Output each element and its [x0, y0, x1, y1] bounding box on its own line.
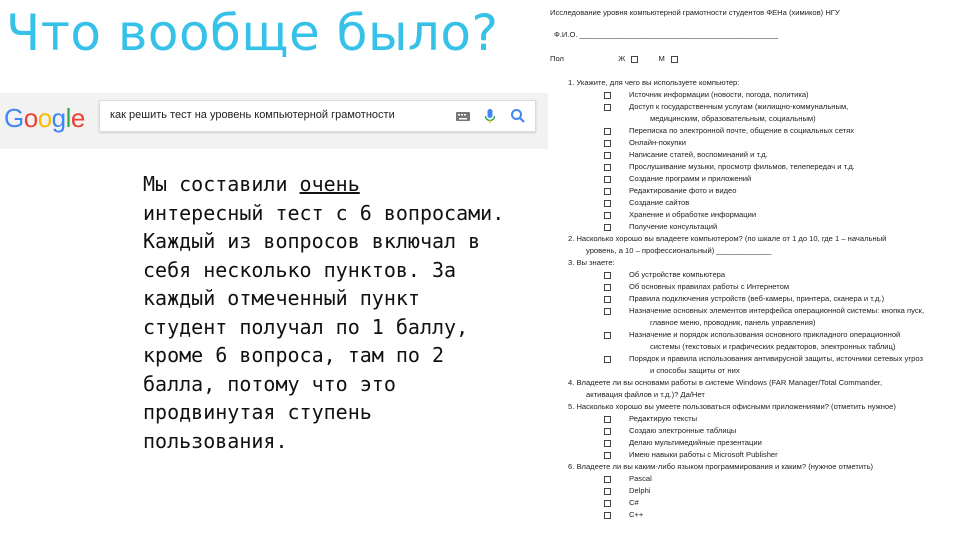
body-line: кроме 6 вопроса, там по 2 [143, 343, 445, 367]
doc-option [604, 102, 848, 111]
doc-line-text: C# [629, 498, 639, 507]
questionnaire-document [550, 0, 960, 540]
doc-option [604, 438, 762, 447]
checkbox[interactable] [604, 308, 611, 315]
doc-option [604, 510, 643, 519]
checkbox[interactable] [604, 224, 611, 231]
doc-line-text: Прослушивание музыки, просмотр фильмов, телепередач и т.д. [629, 162, 855, 171]
doc-line-text: Редактирую тексты [629, 414, 698, 423]
doc-option [604, 210, 756, 219]
doc-line-text: Источник информации (новости, погода, политика) [629, 90, 809, 99]
doc-option [604, 498, 639, 507]
doc-question-line [568, 78, 739, 87]
body-line: каждый отмеченный пункт [143, 286, 420, 310]
gender-option-f: Ж [618, 54, 626, 63]
doc-line-text: Написание статей, воспоминаний и т.д. [629, 150, 768, 159]
doc-line-text: C++ [629, 510, 644, 519]
checkbox[interactable] [604, 332, 611, 339]
doc-question-line [586, 390, 705, 399]
doc-question-line [568, 462, 873, 471]
doc-line-text: Delphi [629, 486, 651, 495]
doc-option [604, 414, 697, 423]
checkbox[interactable] [604, 176, 611, 183]
doc-line-text: Pascal [629, 474, 652, 483]
checkbox[interactable] [604, 212, 611, 219]
doc-question-line [568, 258, 615, 267]
doc-option [604, 222, 717, 231]
logo-letter: l [65, 103, 71, 133]
search-query: как решить тест на уровень компьютерной грамотности [110, 109, 395, 121]
checkbox[interactable] [604, 200, 611, 207]
doc-question-line [650, 366, 740, 375]
logo-letter: G [4, 103, 24, 133]
doc-line-text: Назначение и порядок использования основного прикладного операционной [629, 330, 901, 339]
body-line: себя несколько пунктов. За [143, 257, 457, 282]
doc-option [604, 162, 855, 171]
doc-option [604, 198, 689, 207]
logo-letter: g [51, 103, 66, 133]
search-icon[interactable] [509, 107, 527, 125]
doc-option [604, 282, 789, 291]
logo-letter: e [70, 103, 85, 133]
body-line: Мы составили очень [143, 172, 360, 196]
doc-line-text: 3. Вы знаете: [568, 258, 615, 267]
doc-line-text: Назначение основных элементов интерфейса операционной системы: кнопка пуск, [629, 306, 925, 315]
doc-option [604, 294, 884, 303]
doc-option [604, 426, 736, 435]
body-line: продвинутая ступень [143, 400, 372, 424]
checkbox[interactable] [604, 356, 611, 363]
doc-question-line [568, 402, 896, 411]
doc-line-text: Доступ к государственным услугам (жилищно-коммунальным, [629, 102, 849, 111]
doc-question-line [650, 342, 895, 351]
doc-line-text: Получение консультаций [629, 222, 718, 231]
slide-body-text [143, 170, 523, 455]
google-logo[interactable] [4, 103, 85, 134]
doc-line-text: уровень, а 10 – профессиональный) _____________ [586, 246, 772, 255]
checkbox[interactable] [604, 500, 611, 507]
checkbox[interactable] [604, 140, 611, 147]
logo-letter: o [23, 103, 38, 133]
doc-option [604, 330, 900, 339]
doc-option [604, 90, 809, 99]
doc-line-text: Редактирование фото и видео [629, 186, 737, 195]
doc-question-line [586, 246, 771, 255]
doc-line-text: Хранение и обработке информации [629, 210, 757, 219]
doc-header: Исследование уровня компьютерной грамотности студентов ФЕНа (химиков) НГУ [550, 8, 840, 17]
doc-option [604, 126, 854, 135]
gender-label: Пол [550, 54, 564, 63]
doc-option [604, 174, 751, 183]
doc-line-text: медицинским, образовательным, социальным) [650, 114, 816, 123]
doc-line-text: главное меню, проводник, панель управления) [650, 318, 816, 327]
doc-line-text: Делаю мультимедийные презентации [629, 438, 762, 447]
checkbox[interactable] [604, 164, 611, 171]
doc-gender [550, 54, 696, 63]
body-line: Каждый из вопросов включал в [143, 229, 481, 253]
checkbox[interactable] [671, 56, 678, 63]
doc-line-text: Создаю электронные таблицы [629, 426, 737, 435]
doc-question-line [568, 234, 886, 243]
body-line: студент получал по 1 баллу, [143, 314, 469, 339]
doc-line-text: Онлайн-покупки [629, 138, 686, 147]
checkbox[interactable] [604, 128, 611, 135]
checkbox[interactable] [604, 428, 611, 435]
search-input[interactable] [99, 100, 536, 132]
doc-line-text: 1. Укажите, для чего вы используете компьютер: [568, 78, 740, 87]
doc-line-text: системы (текстовых и графических редакторов, электронных таблиц) [650, 342, 896, 351]
keyboard-icon[interactable] [454, 107, 472, 125]
doc-option [604, 474, 652, 483]
checkbox[interactable] [604, 488, 611, 495]
checkbox[interactable] [604, 452, 611, 459]
doc-option [604, 138, 686, 147]
checkbox[interactable] [604, 284, 611, 291]
checkbox[interactable] [604, 92, 611, 99]
doc-line-text: Об основных правилах работы с Интернетом [629, 282, 790, 291]
checkbox[interactable] [604, 104, 611, 111]
doc-fio: Ф.И.О. _______________________________________________ [554, 30, 779, 39]
doc-line-text: Порядок и правила использования антивирусной защиты, источники сетевых угроз [629, 354, 923, 363]
google-search-bar [0, 93, 548, 149]
microphone-icon[interactable] [481, 107, 499, 125]
doc-line-text: 2. Насколько хорошо вы владеете компьютером? (по шкале от 1 до 10, где 1 – начальный [568, 234, 887, 243]
doc-line-text: активация файлов и т.д.)? Да/Нет [586, 390, 705, 399]
logo-letter: o [37, 103, 52, 133]
doc-option [604, 186, 737, 195]
doc-line-text: Правила подключения устройств (веб-камеры, принтера, сканера и т.д.) [629, 294, 885, 303]
doc-question-line [568, 378, 882, 387]
doc-question-line [650, 318, 816, 327]
doc-line-text: и способы защиты от них [650, 366, 740, 375]
doc-line-text: 4. Владеете ли вы основами работы в системе Windows (FAR Manager/Total Commander, [568, 378, 883, 387]
doc-option [604, 450, 778, 459]
doc-line-text: Имею навыки работы с Microsoft Publisher [629, 450, 778, 459]
checkbox[interactable] [604, 188, 611, 195]
doc-line-text: Об устройстве компьютера [629, 270, 726, 279]
doc-option [604, 270, 725, 279]
body-line: балла, потому что это [143, 371, 396, 396]
checkbox[interactable] [604, 272, 611, 279]
checkbox[interactable] [604, 152, 611, 159]
doc-line-text: Создание сайтов [629, 198, 690, 207]
slide-title: Что вообще было? [6, 4, 499, 62]
checkbox[interactable] [604, 296, 611, 303]
body-line: пользования. [143, 428, 288, 453]
doc-line-text: 6. Владеете ли вы каким-либо языком программирования и каким? (нужное отметить) [568, 462, 874, 471]
checkbox[interactable] [604, 512, 611, 519]
checkbox[interactable] [604, 416, 611, 423]
doc-option [604, 354, 923, 363]
doc-option [604, 486, 651, 495]
doc-line-text: Создание программ и приложений [629, 174, 752, 183]
doc-line-text: Переписка по электронной почте, общение в социальных сетях [629, 126, 855, 135]
body-line: интересный тест с 6 вопросами. [143, 200, 505, 225]
checkbox[interactable] [631, 56, 638, 63]
doc-question-line [650, 114, 816, 123]
doc-option [604, 150, 768, 159]
gender-option-m: М [658, 54, 665, 63]
doc-line-text: 5. Насколько хорошо вы умеете пользоваться офисными приложениями? (отметить нужное) [568, 402, 896, 411]
doc-option [604, 306, 924, 315]
checkbox[interactable] [604, 440, 611, 447]
checkbox[interactable] [604, 476, 611, 483]
